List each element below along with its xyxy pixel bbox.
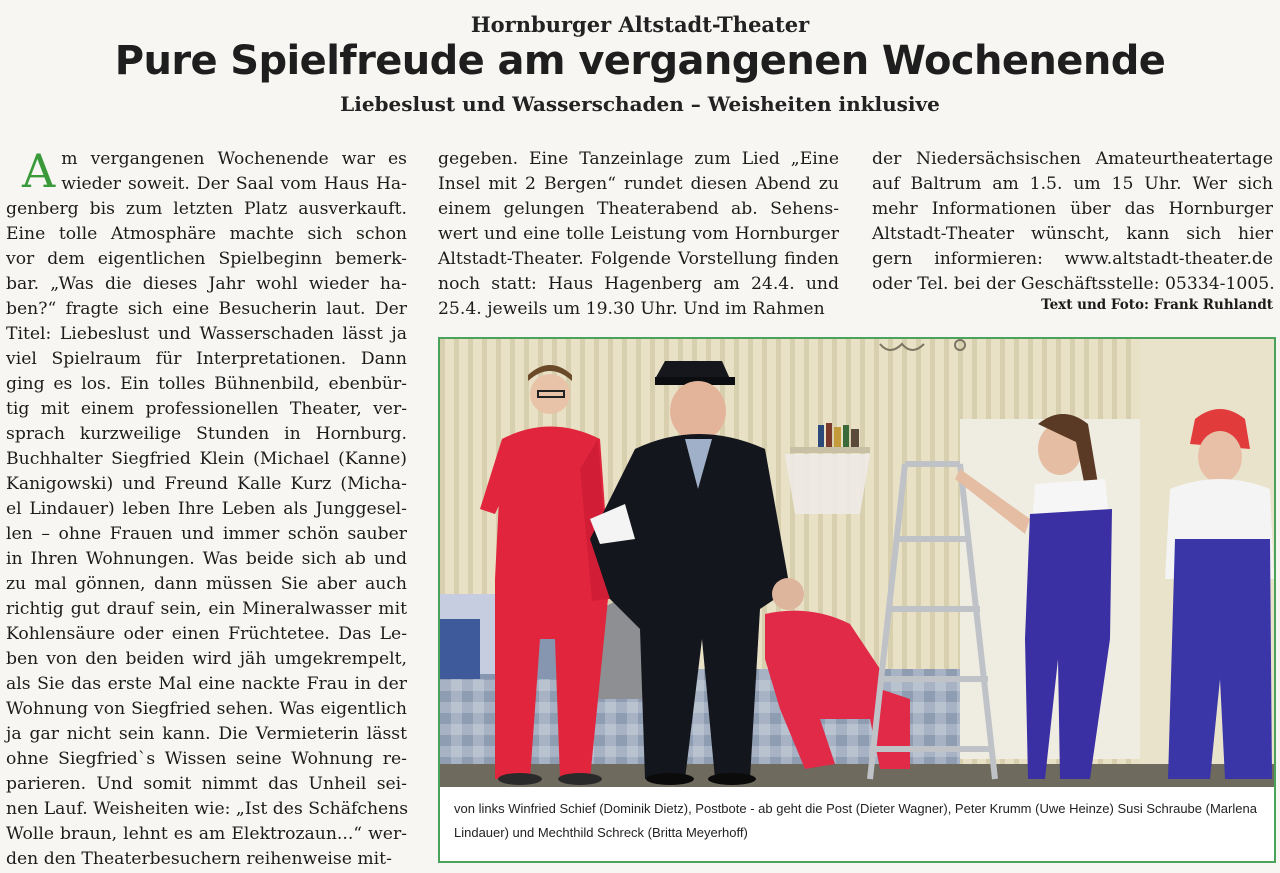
text-line: Insel mit 2 Bergen“ rundet diesen Abend zu (438, 174, 839, 194)
text-line: vor dem eigentlichen Spielbeginn bemerk- (6, 249, 407, 269)
article-column-1 (6, 144, 409, 872)
text-line: Eine tolle Atmosphäre machte sich schon (6, 224, 407, 244)
text-line: oder Tel. bei der Geschäftsstelle: 05334-1005. (872, 274, 1275, 294)
text-line: richtig gut drauf sein, ein Mineralwasser mit (6, 599, 407, 619)
text-line: genberg bis zum letzten Platz ausverkauft. (6, 199, 407, 219)
headline: Pure Spielfreude am vergangenen Wochenende (114, 38, 1166, 84)
subheadline: Liebeslust und Wasserschaden – Weisheiten inklusive (340, 92, 940, 116)
text-line: auf Baltrum am 1.5. um 15 Uhr. Wer sich (872, 174, 1273, 194)
text-line: der Niedersächsischen Amateurtheatertage (872, 149, 1273, 169)
kicker: Hornburger Altstadt-Theater (470, 12, 810, 37)
text-line: als Sie das erste Mal eine nackte Frau in der (6, 674, 407, 694)
text-line: el Lindauer) leben Ihre Leben als Junggesel- (6, 499, 407, 519)
text-line: ben von den beiden wird jäh umgekrempelt, (6, 649, 407, 669)
text-line: ging es los. Ein tolles Bühnenbild, ebenbür- (6, 374, 407, 394)
text-line: viel Spielraum für Interpretationen. Dann (6, 349, 407, 369)
text-line: den den Theaterbesuchern reihenweise mit- (6, 849, 392, 869)
text-line: m vergangenen Wochenende war es (61, 149, 407, 169)
text-line: mehr Informationen über das Hornburger (872, 199, 1273, 219)
text-line: Buchhalter Siegfried Klein (Michael (Kanne) (6, 449, 407, 469)
text-line: ja gar nicht sein kann. Die Vermieterin lässt (6, 724, 407, 744)
text-line: parieren. Und somit nimmt das Unheil sei- (6, 774, 407, 794)
text-line: gegeben. Eine Tanzeinlage zum Lied „Eine (438, 149, 839, 169)
text-line: Titel: Liebeslust und Wasserschaden lässt ja (6, 324, 407, 344)
text-line: in Ihren Wohnungen. Was beide sich ab und (6, 549, 407, 569)
text-line: Wohnung von Siegfried sehen. Was eigentlich (6, 699, 407, 719)
text-line: Altstadt-Theater. Folgende Vorstellung finden (438, 249, 839, 269)
text-line: zu mal gönnen, dann müssen Sie aber auch (6, 574, 407, 594)
text-line: Wolle braun, lehnt es am Elektrozaun...“ wer- (6, 824, 407, 844)
text-line: Kanigowski) und Freund Kalle Kurz (Micha- (6, 474, 407, 494)
article-column-2 (438, 147, 839, 322)
text-line: len – ohne Frauen und immer schön sauber (6, 524, 407, 544)
stage-photo (440, 339, 1274, 787)
text-line: 25.4. jeweils um 19.30 Uhr. Und im Rahmen (438, 299, 825, 319)
text-line: wieder soweit. Der Saal vom Haus Ha- (61, 174, 407, 194)
drop-cap: A (22, 144, 56, 198)
text-line: ohne Siegfried`s Wissen seine Wohnung re- (6, 749, 407, 769)
text-line: einem gelungen Theaterabend ab. Sehens- (438, 199, 839, 219)
text-line: sprach kurzweilige Stunden in Hornburg. (6, 424, 407, 444)
text-line: wert und eine tolle Leistung vom Hornburger (438, 224, 839, 244)
text-line: ben?“ fragte sich eine Besucherin laut. Der (6, 299, 407, 319)
photo-caption: von links Winfried Schief (Dominik Dietz), Postbote - ab geht die Post (Dieter Wagner), Peter Krumm (Uwe Heinze) Susi Schraube (Marlena Lindauer) und Mechthild Schreck (Britta Meyerhoff) (454, 801, 1257, 840)
text-line: gern informieren: www.altstadt-theater.de (872, 249, 1273, 269)
text-line: Altstadt-Theater wünscht, kann sich hier (872, 224, 1273, 244)
text-line: tig mit einem professionellen Theater, ver- (6, 399, 407, 419)
text-line: Kohlensäure oder einen Früchtetee. Das Le- (6, 624, 407, 644)
article-column-3 (872, 147, 1273, 297)
text-line: noch statt: Haus Hagenberg am 24.4. und (438, 274, 839, 294)
text-line: bar. „Was die dieses Jahr wohl wieder ha- (6, 274, 407, 294)
photo-credit: Text und Foto: Frank Ruhlandt (1041, 297, 1273, 313)
text-line: nen Lauf. Weisheiten wie: „Ist des Schäfchens (6, 799, 409, 819)
